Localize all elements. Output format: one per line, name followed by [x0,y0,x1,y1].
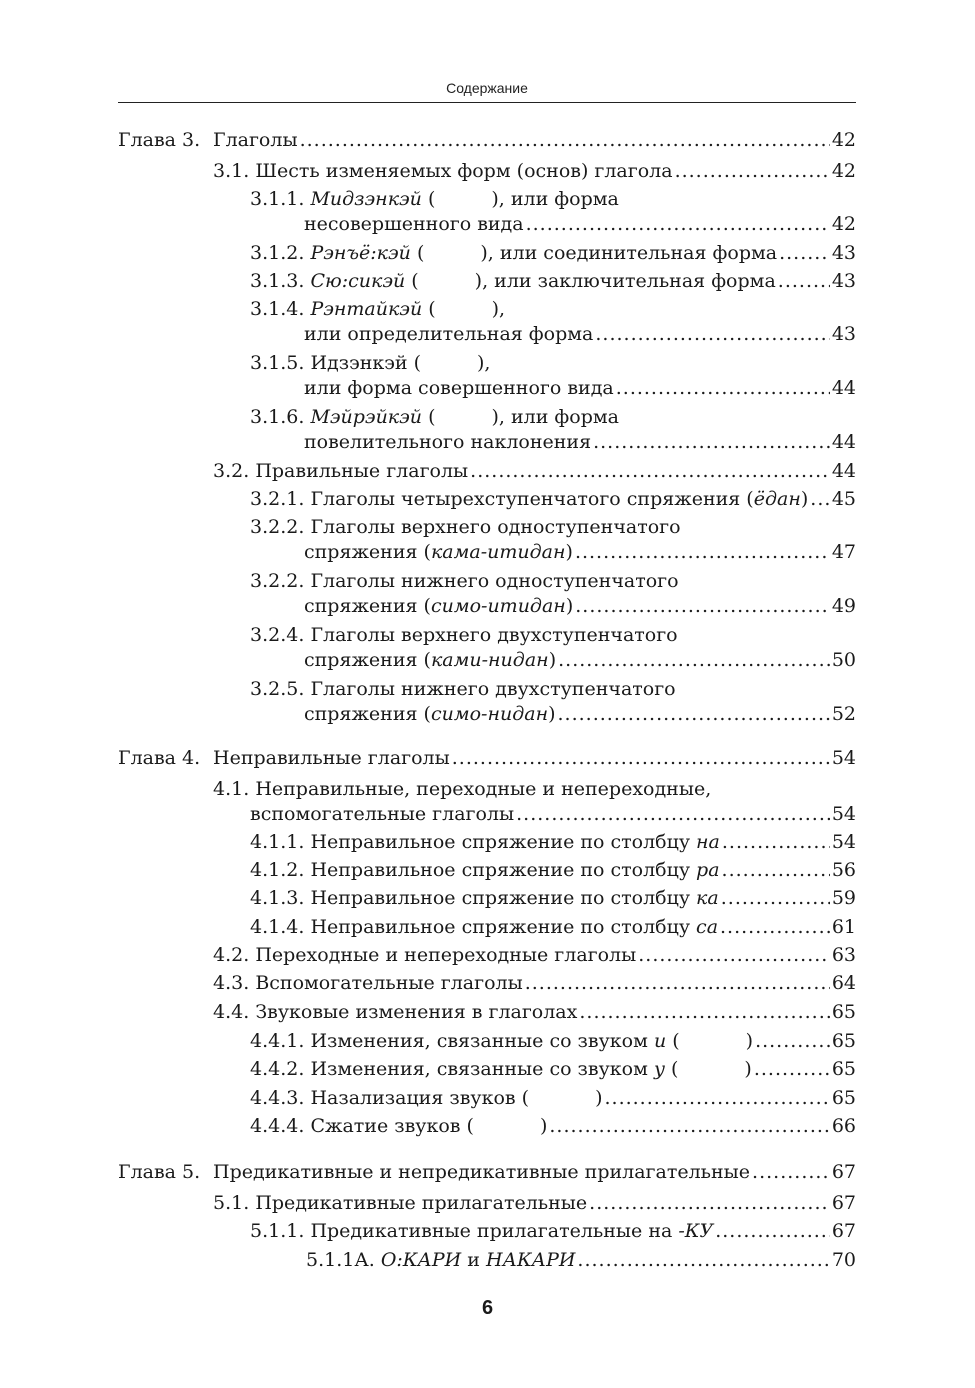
entry-term: Сю:сикэй [310,270,406,292]
page-ref: 42 [831,213,856,235]
entry-number: 3.1.1. [250,188,305,210]
leader-dots [595,322,829,346]
leader-dots [300,128,830,152]
toc-entry-first-line[interactable] [213,777,711,801]
entry-number: 3.2.2. [250,570,305,592]
page-ref: 54 [831,831,856,853]
toc-entry-first-line[interactable]: 3.1.1. Мидзэнкэй ( ), или форма [250,188,619,210]
entry-title: Неправильные, переходные и непереходные, [255,778,712,800]
page-ref: 64 [831,972,856,994]
toc-entry[interactable] [213,159,856,183]
entry-number: 4.4. [213,1001,250,1023]
leader-dots [810,487,830,511]
entry-term: Рэнтайкэй [310,298,423,320]
toc-entry-first-line[interactable] [250,569,679,593]
entry-title: несовершенного вида [304,213,524,235]
page-ref: 54 [831,803,856,825]
page-ref: 65 [831,1087,856,1109]
page-ref: 44 [831,431,856,453]
entry-number: 3.2.1. [250,488,305,510]
leader-dots [720,915,830,939]
page-ref: 42 [831,129,856,151]
page-ref: 65 [831,1058,856,1080]
running-header: Содержание [446,80,528,96]
page-ref: 65 [831,1001,856,1023]
entry-term: у [653,1058,665,1080]
entry-number: 4.4.2. [250,1058,305,1080]
entry-number: 3.1. [213,160,250,182]
entry-number: 3.2.5. [250,678,305,700]
page-ref: 65 [831,1030,856,1052]
entry-term: ра [696,859,720,881]
entry-number: 4.1. [213,778,250,800]
entry-number: 4.1.2. [250,859,305,881]
toc-entry[interactable] [250,802,856,826]
entry-term: ками-нидан [430,649,549,671]
entry-number: 3.2.2. [250,516,305,538]
toc-chapter-3[interactable] [213,128,856,152]
page-ref: 45 [831,488,856,510]
entry-number: 3.2. [213,460,250,482]
toc-entry[interactable] [213,1191,856,1215]
toc-entry-first-line[interactable]: 3.1.4. Рэнтайкэй ( ), [250,298,506,320]
entry-number: 4.4.4. [250,1115,305,1137]
toc-entry-first-line[interactable]: 3.1.5. Идзэнкэй ( ), [250,352,491,374]
leader-dots [575,594,830,618]
toc-chapter-5[interactable] [213,1160,856,1184]
entry-title: Правильные глаголы [255,460,469,482]
toc-entry[interactable]: спряжения (кама-итидан) ..... 47 [304,540,856,564]
page-ref: 42 [831,160,856,182]
entry-number: 5.1.1. [250,1220,305,1242]
toc-entry-first-line[interactable] [250,677,676,701]
entry-term: ка [696,887,719,909]
toc-entry[interactable] [213,459,856,483]
entry-term: ёдан [753,488,801,510]
entry-title: Звуковые изменения в глаголах [255,1001,578,1023]
page-ref: 44 [831,377,856,399]
entry-term: и [653,1030,667,1052]
page-ref: 63 [831,944,856,966]
page-ref: 67 [831,1192,856,1214]
page-ref: 67 [831,1220,856,1242]
toc-title: Глаголы [213,129,298,151]
toc-entry[interactable]: 4.1.2. Неправильное спряжение по столбцу ра ..... 56 [250,858,856,882]
page-ref: 43 [831,242,856,264]
entry-title: Вспомогательные глаголы [255,972,523,994]
leader-dots [593,430,830,454]
toc-entry-first-line[interactable]: 3.1.6. Мэйрэйкэй ( ), или форма [250,406,620,428]
leader-dots [604,1086,829,1110]
entry-term: симо-итидан [430,595,566,617]
page-ref: 56 [831,859,856,881]
entry-title: Переходные и непереходные глаголы [255,944,637,966]
entry-number: 4.3. [213,972,250,994]
leader-dots [722,830,830,854]
page-ref: 61 [831,916,856,938]
leader-dots [589,1191,830,1215]
leader-dots [715,1219,830,1243]
entry-number: 3.1.3. [250,270,305,292]
toc-entry[interactable]: 4.1.1. Неправильное спряжение по столбцу на ..... 54 [250,830,856,854]
toc-entry[interactable] [304,322,856,346]
entry-term: О:КАРИ [380,1249,462,1271]
toc-entry[interactable]: 4.4.1. Изменения, связанные со звуком и ( ) ..... 65 [250,1029,856,1053]
entry-term: Рэнъё:кэй [310,242,411,264]
page-ref: 43 [831,323,856,345]
entry-number: 4.1.1. [250,831,305,853]
entry-number: 5.1.1А. [306,1249,375,1271]
chapter-label: Глава 3. [118,129,201,151]
toc-entry[interactable] [213,1000,856,1024]
entry-title: Глаголы нижнего двухступенчатого [310,678,676,700]
leader-dots [516,802,830,826]
toc-entry[interactable]: 5.1.1А. О:КАРИ и НАКАРИ ..... 70 [306,1248,856,1272]
leader-dots [755,1029,830,1053]
leader-dots [722,858,830,882]
toc-entry[interactable]: 4.4.2. Изменения, связанные со звуком у ( ) ..... 65 [250,1057,856,1081]
toc-entry[interactable]: спряжения (симо-нидан) ..... 52 [304,702,856,726]
toc-entry[interactable]: спряжения (симо-итидан) ..... 49 [304,594,856,618]
leader-dots [638,943,830,967]
chapter-label: Глава 5. [118,1161,201,1183]
entry-number: 4.4.3. [250,1087,305,1109]
toc-entry[interactable]: спряжения (ками-нидан) ..... 50 [304,648,856,672]
page-ref: 66 [831,1115,856,1137]
leader-dots [526,212,830,236]
toc-entry[interactable]: 3.2.1. Глаголы четырехступенчатого спряжения (ёдан) ..... 45 [250,487,856,511]
toc-entry[interactable]: 5.1.1. Предикативные прилагательные на -КУ ..... 67 [250,1219,856,1243]
leader-dots [675,159,830,183]
toc-entry[interactable]: 4.1.3. Неправильное спряжение по столбцу ка ..... 59 [250,886,856,910]
entry-title: или определительная форма [304,323,594,345]
entry-number: 3.1.4. [250,298,305,320]
toc-entry[interactable]: 3.1.2. Рэнъё:кэй ( ), или соединительная форма ..... 43 [250,241,856,265]
toc-entry[interactable]: 3.1.3. Сю:сикэй ( ), или заключительная форма ..... 43 [250,269,856,293]
toc-chapter-4[interactable] [213,746,856,770]
entry-title: вспомогательные глаголы [250,803,515,825]
entry-number: 5.1. [213,1192,250,1214]
leader-dots [577,1248,829,1272]
leader-dots [754,1057,830,1081]
toc-entry-first-line[interactable] [250,515,681,539]
entry-term: НАКАРИ [486,1249,576,1271]
leader-dots [778,269,830,293]
toc-entry[interactable]: 4.1.4. Неправильное спряжение по столбцу са ..... 61 [250,915,856,939]
toc-entry[interactable] [213,971,856,995]
entry-number: 4.2. [213,944,250,966]
page-ref: 43 [831,270,856,292]
entry-number: 3.2.4. [250,624,305,646]
leader-dots [579,1000,829,1024]
page-ref: 70 [831,1249,856,1271]
toc-entry[interactable]: 4.4.4. Сжатие звуков ( ) ..... 66 [250,1114,856,1138]
page-ref: 52 [831,703,856,725]
entry-title: Предикативные прилагательные [255,1192,588,1214]
entry-term: Мэйрэйкэй [310,406,423,428]
entry-title: Глаголы верхнего двухступенчатого [310,624,678,646]
leader-dots [779,241,830,265]
leader-dots [616,376,830,400]
toc-title: Неправильные глаголы [213,747,450,769]
leader-dots [558,702,830,726]
entry-title: Глаголы верхнего одноступенчатого [310,516,681,538]
chapter-label: Глава 4. [118,747,201,769]
entry-number: 4.4.1. [250,1030,305,1052]
leader-dots [549,1114,829,1138]
leader-dots [721,886,830,910]
page-ref: 44 [831,460,856,482]
entry-title: Идзэнкэй ( [310,352,422,374]
leader-dots [752,1160,830,1184]
entry-title: Глаголы нижнего одноступенчатого [310,570,679,592]
entry-title: повелительного наклонения [304,431,592,453]
entry-term: кама-итидан [430,541,566,563]
leader-dots [470,459,830,483]
page-ref: 67 [831,1161,856,1183]
toc-entry[interactable] [213,943,856,967]
toc-entry[interactable] [304,430,856,454]
entry-term: на [696,831,720,853]
page-ref: 50 [831,649,856,671]
entry-number: 3.1.6. [250,406,305,428]
leader-dots [558,648,830,672]
toc-entry[interactable]: 4.4.3. Назализация звуков ( ) ..... 65 [250,1086,856,1110]
entry-title: Шесть изменяемых форм (основ) глагола [255,160,673,182]
entry-term: са [696,916,719,938]
leader-dots [452,746,830,770]
page-ref: 54 [831,747,856,769]
page-ref: 47 [831,541,856,563]
toc-entry[interactable] [304,376,856,400]
entry-number: 4.1.4. [250,916,305,938]
toc-entry[interactable] [304,212,856,236]
entry-term: Мидзэнкэй [310,188,422,210]
entry-term: симо-нидан [430,703,549,725]
entry-number: 3.1.5. [250,352,305,374]
toc-entry-first-line[interactable] [250,623,678,647]
page-number: 6 [481,1297,494,1319]
page-ref: 49 [831,595,856,617]
entry-number: 3.1.2. [250,242,305,264]
page-ref: 59 [831,887,856,909]
leader-dots [575,540,830,564]
leader-dots [525,971,830,995]
entry-number: 4.1.3. [250,887,305,909]
entry-term: -КУ [678,1220,714,1242]
toc-title: Предикативные и непредикативные прилагательные [213,1161,751,1183]
entry-title: или форма совершенного вида [304,377,614,399]
